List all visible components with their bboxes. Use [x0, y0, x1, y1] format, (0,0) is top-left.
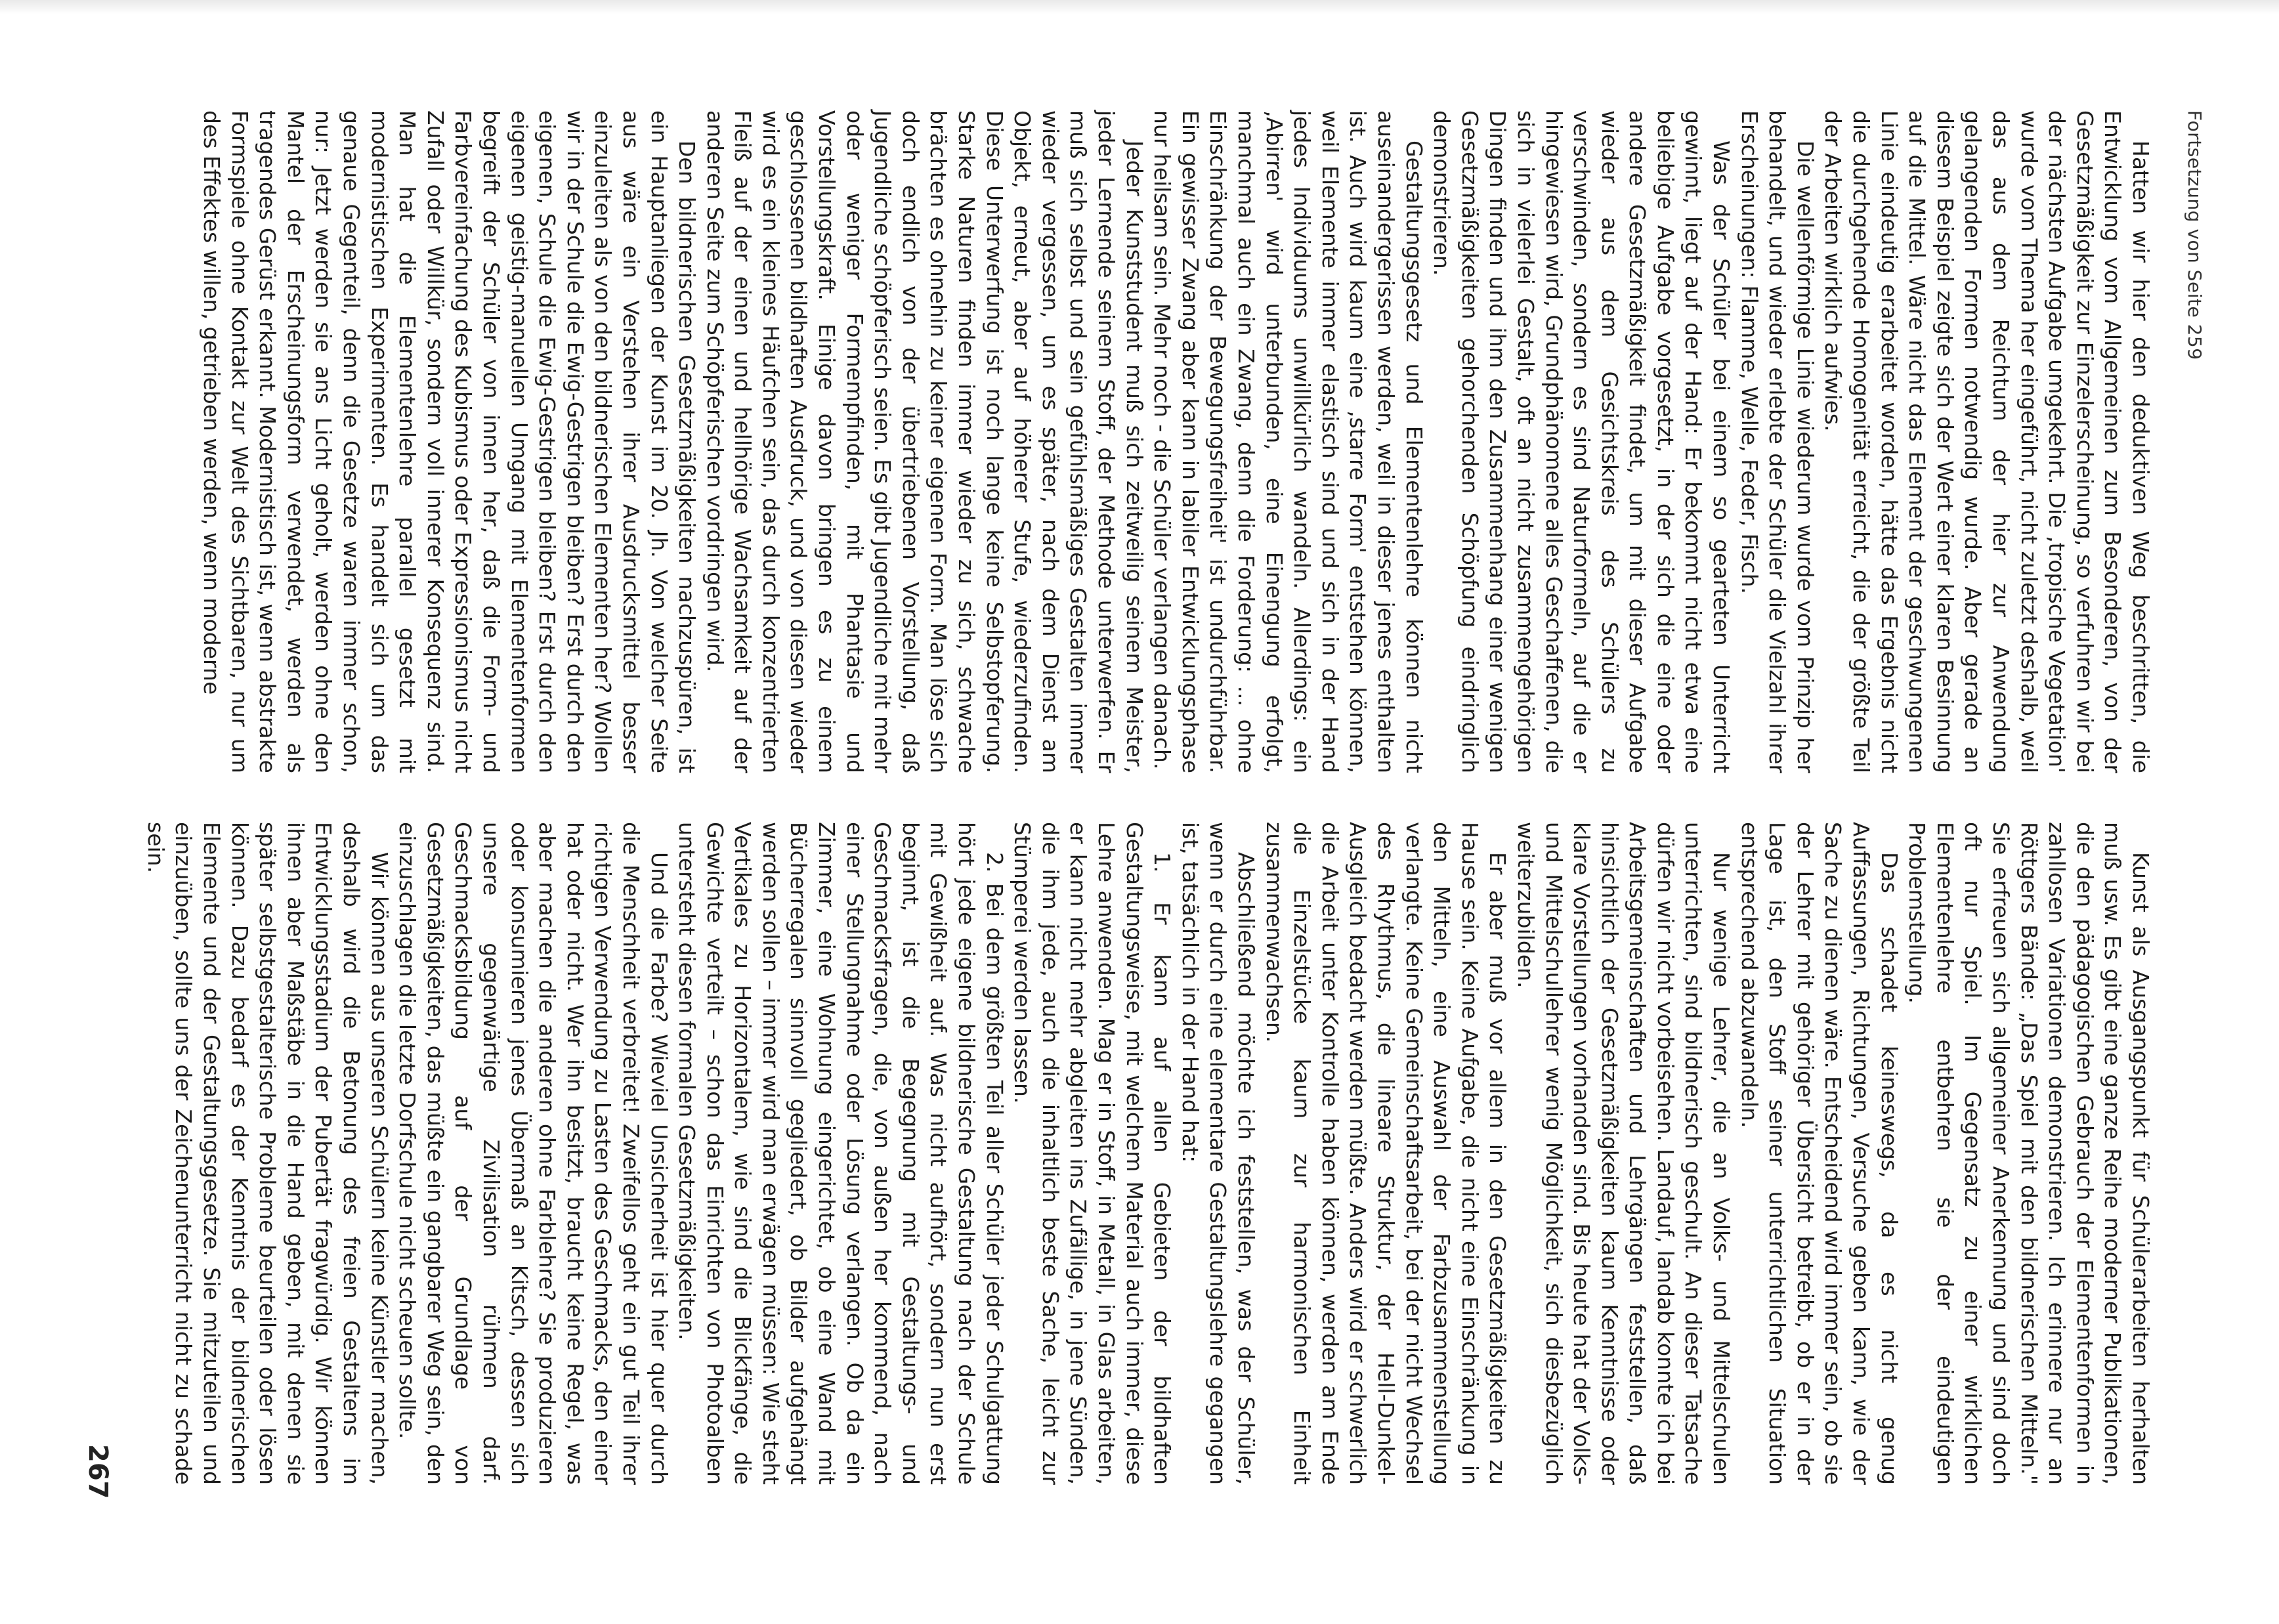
continued-note: Fortsetzung von Seite 259	[2184, 110, 2205, 360]
page-number: 267	[83, 1444, 113, 1499]
paragraph: Gestaltungsgesetz und Elementenlehre können nicht auseinandergerissen werden, weil in dieser jenes enthalten ist. Auch wird kaum eine ‚starre Form' entstehen können, weil Elemente immer elastisch sind und sich in der Hand jedes Individuums unwillkürlich wandeln. Allerdings: ein ‚Abirren' wird unterbunden, eine Einengung erfolgt, manchmal auch ein Zwang, denn die Forderung: ... ohne Einschränkung der Bewegungsfreiheit' ist undurchführbar. Ein gewisser Zwang aber kann in labiler Entwicklungsphase nur heilsam sein. Mehr noch - die Schüler verlangen danach.	[1149, 110, 1427, 773]
paragraph: Was der Schüler bei einem so gearteten Unterricht gewinnt, liegt auf der Hand: Er bekommt nicht etwa eine beliebige Aufgabe vorgesetzt, in der sich die eine oder andere Gesetzmäßigkeit findet, um mit dieser Aufgabe wieder aus dem Gesichtskreis des Schülers zu verschwinden, sondern es sind Naturformeln, auf die er hingewiesen wird, Grundphänomene alles Geschaffenen, die sich in vielerlei Gestalt, oft an nicht zusammengehörigen Dingen finden und ihm den Zusammenhang einer wenigen Gesetzmäßigkeiten gehorchenden Schöpfung eindringlich demonstrieren.	[1429, 110, 1735, 773]
paragraph: Nur wenige Lehrer, die an Volks- und Mittelschulen unterrichten, sind bildnerisch geschult. An dieser Tatsache dürfen wir nicht vorbeisehen. Landauf, landab konnte ich bei Arbeitsgemeinschaften und Lehrgängen feststellen, daß hinsichtlich der Gesetzmäßigkeiten kaum Kenntnisse oder klare Vorstellungen vorhanden sind. Bis heute hat der Volks- und Mittelschullehrer wenig Möglichkeit, sich diesbezüglich weiterzubilden.	[1512, 822, 1735, 1485]
paragraph: Jeder Kunststudent muß sich zeitweilig seinem Meister, jeder Lernende seinem Stoff, der Methode unterwerfen. Er muß sich selbst und sein gefühlsmäßiges Gestalten immer wieder vergessen, um es später, nach dem Dienst am Objekt, erneut, aber auf höherer Stufe, wiederzufinden. Diese Unterwerfung ist noch lange keine Selbstopferung. Starke Naturen finden immer wieder zu sich, schwache brächten es ohnehin zu keiner eigenen Form. Man löse sich doch endlich von der übertriebenen Vorstellung, daß Jugendliche schöpferisch seien. Es gibt Jugendliche mit mehr oder weniger Formempfinden, mit Phantasie und Vorstellungskraft. Einige davon bringen es zu einem geschlossenen bildhaften Ausdruck, und von diesen wieder wird es ein kleines Häufchen sein, das durch konzentrierten Fleiß auf der einen und hellhörige Wachsamkeit auf der anderen Seite zum Schöpferischen vordringen wird.	[702, 110, 1147, 773]
paragraph: 2. Bei dem größten Teil aller Schüler jeder Schulgattung hört jede eigene bildnerische Gestaltung nach der Schule mit Gewißheit auf. Was nicht aufhört, sondern nun erst beginnt, ist die Begegnung mit Gestaltungs- und Geschmacksfragen, die, von außen her kommend, nach einer Stellungnahme oder Lösung verlangen. Ob da ein Zimmer, eine Wohnung eingerichtet, ob eine Wand mit Bücherregalen sinnvoll gegliedert, ob Bilder aufgehängt werden sollen – immer wird man erwägen müssen: Wie steht Vertikales zu Horizontalem, wie sind die Blickfänge, die Gewichte verteilt – schon das Einrichten von Photoalben untersteht diesen formalen Gesetzmäßigkeiten.	[674, 822, 1008, 1485]
paragraph: Den bildnerischen Gesetzmäßigkeiten nachzuspüren, ist ein Hauptanliegen der Kunst im 20. Jh. Von welcher Seite aus wäre ein Verstehen ihrer Ausdrucksmittel besser einzuleiten als von den bildnerischen Elementen her? Wollen wir in der Schule die Ewig-Gestrigen bleiben? Erst durch den eigenen, Schule die Ewig-Gestrigen bleiben? Erst durch den eigenen geistig-manuellen Umgang mit Elementenformen begreift der Schüler von innen her, daß die Form- und Farbvereinfachung des Kubismus oder Expressionismus nicht Zufall oder Willkür, sondern voll innerer Konsequenz sind. Man hat die Elementenlehre parallel gesetzt mit modernistischen Experimenten. Es handelt sich um das genaue Gegenteil, denn die Gesetze waren immer schon, nur: Jetzt werden sie ans Licht geholt, werden ohne den Mantel der Erscheinungsform verwendet, werden als tragendes Gerüst erkannt. Modernistisch ist, wenn abstrakte Formspiele ohne Kontakt zur Welt des Sichtbaren, nur um des Effektes willen, getrieben werden, wenn moderne	[199, 110, 700, 773]
paragraph: Abschließend möchte ich feststellen, was der Schüler, wenn er durch eine elementare Gestaltungslehre gegangen ist, tatsächlich in der Hand hat:	[1177, 822, 1259, 1485]
paragraph: Das schadet keineswegs, da es nicht genug Auffassungen, Richtungen, Versuche geben kann, wie der Sache zu dienen wäre. Entscheidend wird immer sein, ob sie der Lehrer mit gehöriger Übersicht betreibt, ob er in der Lage ist, den Stoff seiner unterrichtlichen Situation entsprechend abzuwandeln.	[1736, 822, 1902, 1485]
paragraph: Die wellenförmige Linie wiederum wurde vom Prinzip her behandelt, und wieder erlebte der Schüler die Vielzahl ihrer Erscheinungen: Flamme, Welle, Feder, Fisch.	[1736, 110, 1818, 773]
paragraph: Er aber muß vor allem in den Gesetzmäßigkeiten zu Hause sein. Keine Aufgabe, die nicht eine Einschränkung in den Mitteln, eine Auswahl der Farbzusammenstellung verlangte. Keine Gemeinschaftsarbeit, bei der nicht Wechsel des Rhythmus, die lineare Struktur, der Hell-Dunkel-Ausgleich bedacht werden müßte. Anders wird er schwerlich die Arbeit unter Kontrolle haben können, werden am Ende die Einzelstücke kaum zur harmonischen Einheit zusammenwachsen.	[1261, 822, 1511, 1485]
left-column	[197, 110, 2154, 773]
paragraph: Hatten wir hier den deduktiven Weg beschritten, die Entwicklung vom Allgemeinen zum Besonderen, von der Gesetzmäßigkeit zur Einzelerscheinung, so verfuhren wir bei der nächsten Aufgabe umgekehrt. Die ‚tropische Vegetation' wurde vom Thema her eingeführt, nicht zuletzt deshalb, weil das aus dem Reichtum der hier zur Anwendung gelangenden Formen notwendig wurde. Aber gerade an diesem Beispiel zeigte sich der Wert einer klaren Besinnung auf die Mittel. Wäre nicht das Element der geschwungenen Linie eindeutig erarbeitet worden, hätte das Ergebnis nicht die durchgehende Homogenität erreicht, die der größte Teil der Arbeiten wirklich aufwies.	[1820, 110, 2154, 773]
paragraph: Und die Farbe? Wieviel Unsicherheit ist hier quer durch die Menschheit verbreitet! Zweifellos geht ein gut Teil ihrer richtigen Verwendung zu Lasten des Geschmacks, den einer hat oder nicht. Wer ihn besitzt, braucht keine Regel, was aber machen die anderen ohne Farblehre? Sie produzieren oder konsumieren jenes Übermaß an Kitsch, dessen sich unsere gegenwärtige Zivilisation rühmen darf. Geschmacksbildung auf der Grundlage von Gesetzmäßigkeiten, das müßte ein gangbarer Weg sein, den einzuschlagen die letzte Dorfschule nicht scheuen sollte.	[394, 822, 672, 1485]
right-column	[141, 822, 2154, 1485]
paragraph: Wir können aus unseren Schülern keine Künstler machen, deshalb wird die Betonung des freien Gestaltens im Entwicklungsstadium der Pubertät fragwürdig. Wir können ihnen aber Maßstäbe in die Hand geben, mit denen sie später selbstgestalterische Probleme beurteilen oder lösen können. Dazu bedarf es der Kenntnis der bildnerischen Elemente und der Gestaltungsgesetze. Sie mitzuteilen und einzuüben, sollte uns der Zeichenunterricht nicht zu schade sein.	[142, 822, 393, 1485]
paragraph: Kunst als Ausgangspunkt für Schülerarbeiten herhalten muß usw. Es gibt eine ganze Reihe moderner Publikationen, die den pädagogischen Gebrauch der Elementenformen in zahllosen Variationen demonstrieren. Ich erinnere nur an Röttgers Bände: „Das Spiel mit den bildnerischen Mitteln." Sie erfreuen sich allgemeiner Anerkennung und sind doch oft nur Spiel. Im Gegensatz zu einer wirklichen Elementenlehre entbehren sie der eindeutigen Problemstellung.	[1904, 822, 2154, 1485]
paragraph: 1. Er kann auf allen Gebieten der bildhaften Gestaltungsweise, mit welchem Material auch immer, diese Lehre anwenden. Mag er in Stoff, in Metall, in Glas arbeiten, er kann nicht mehr abgleiten ins Zufällige, in jene Sünden, die ihm jede, auch die inhaltlich beste Sache, leicht zur Stümperei werden lassen.	[1010, 822, 1176, 1485]
